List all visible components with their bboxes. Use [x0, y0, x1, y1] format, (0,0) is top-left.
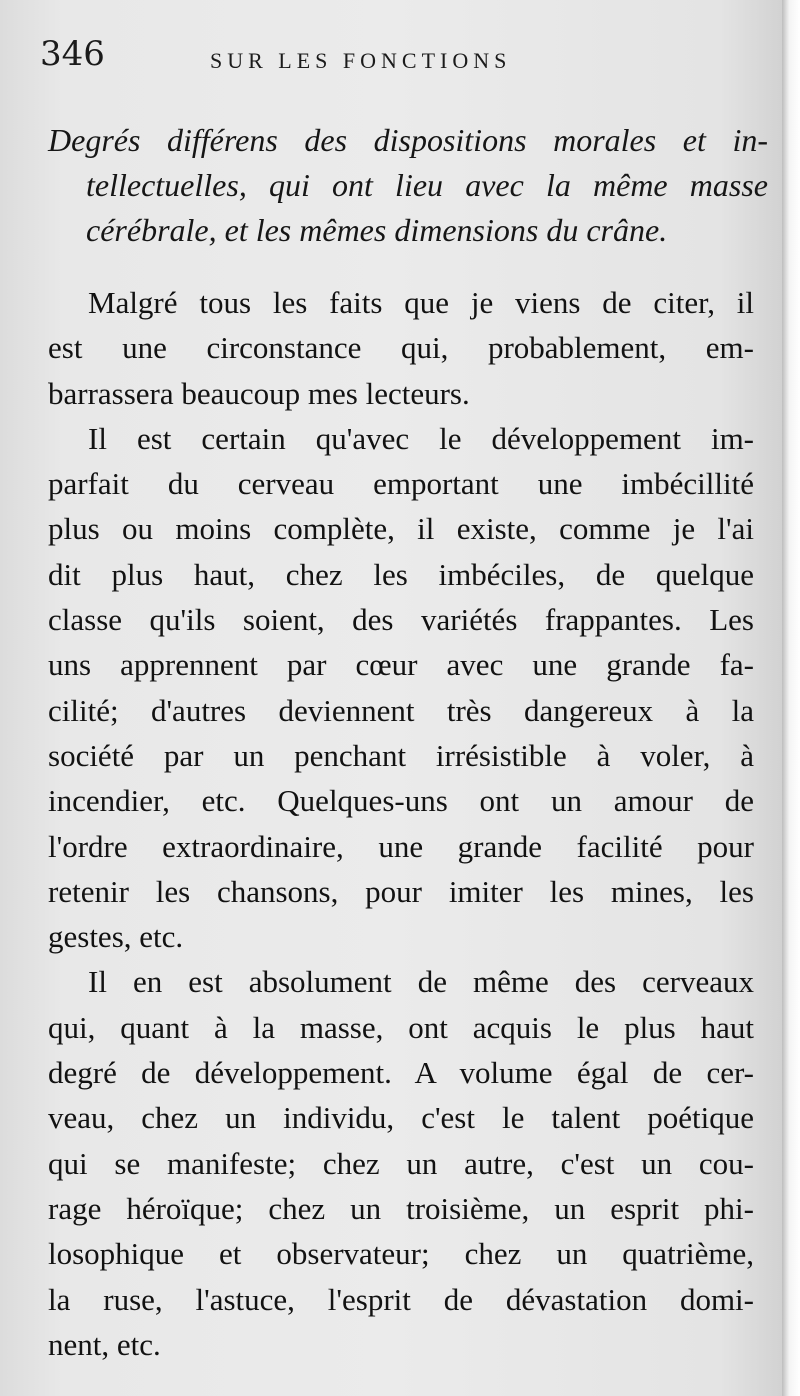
text-line: gestes, etc. — [48, 919, 184, 955]
text-line: degré de développement. A volume égal de cer- — [48, 1055, 754, 1091]
text-line: losophique et observateur; chez un quatrième, — [48, 1236, 754, 1272]
text-line: plus ou moins complète, il existe, comme je l'ai — [48, 511, 754, 547]
text-line: dit plus haut, chez les imbéciles, de quelque — [48, 556, 754, 592]
text-line: veau, chez un individu, c'est le talent poétique — [48, 1100, 754, 1136]
text-line: qui se manifeste; chez un autre, c'est un cou- — [48, 1145, 754, 1181]
page-number: 346 — [40, 34, 105, 74]
text-line: Il est certain qu'avec le développement im- — [88, 420, 754, 456]
page-edge — [782, 0, 800, 1396]
heading-line: tellectuelles, qui ont lieu avec la même masse — [86, 167, 768, 203]
text-line: retenir les chansons, pour imiter les mines, les — [48, 873, 754, 909]
text-line: l'ordre extraordinaire, une grande facilité pour — [48, 828, 754, 864]
text-line: la ruse, l'astuce, l'esprit de dévastation domi- — [48, 1281, 754, 1317]
text-line: cilité; d'autres deviennent très dangereux à la — [48, 692, 754, 728]
text-line: classe qu'ils soient, des variétés frappantes. Les — [48, 602, 754, 638]
heading-line: Degrés différens des dispositions morales et in- — [48, 122, 768, 158]
running-title: SUR LES FONCTIONS — [210, 48, 512, 73]
section-heading — [48, 118, 768, 253]
text-line: qui, quant à la masse, ont acquis le plus haut — [48, 1009, 754, 1045]
page-header — [40, 34, 760, 84]
heading-line: cérébrale, et les mêmes dimensions du crâne. — [86, 212, 668, 248]
body-text — [48, 280, 754, 1367]
text-line: Il en est absolument de même des cerveaux — [88, 964, 754, 1000]
text-line: société par un penchant irrésistible à voler, à — [48, 737, 754, 773]
text-line: Malgré tous les faits que je viens de citer, il — [88, 285, 754, 320]
text-line: barrassera beaucoup mes lecteurs. — [48, 375, 470, 411]
text-line: nent, etc. — [48, 1326, 161, 1362]
text-line: uns apprennent par cœur avec une grande fa- — [48, 647, 754, 683]
text-line: incendier, etc. Quelques-uns ont un amour de — [48, 783, 754, 819]
text-line: est une circonstance qui, probablement, em- — [48, 330, 754, 366]
text-line: parfait du cerveau emportant une imbécillité — [48, 466, 754, 502]
text-line: rage héroïque; chez un troisième, un esprit phi- — [48, 1190, 754, 1226]
